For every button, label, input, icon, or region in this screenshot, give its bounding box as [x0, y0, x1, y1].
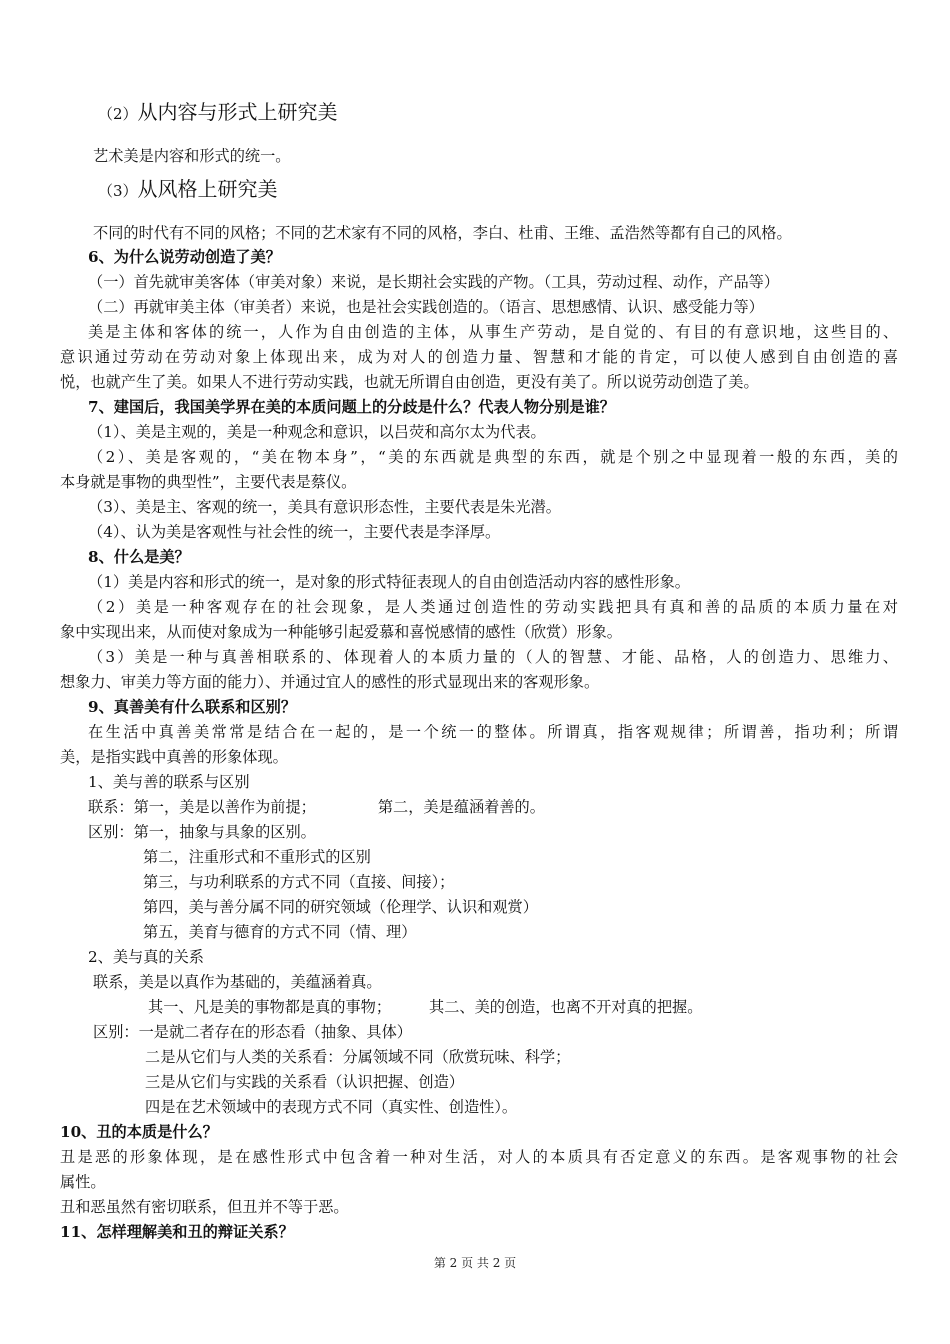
heading-text: 从内容与形式上研究美	[137, 100, 338, 124]
list-item: （2）美是一种客观存在的社会现象，是人类通过创造性的劳动实践把具有真和善的品质的本质力量在对	[88, 598, 898, 616]
paragraph-line: 美，是指实践中真善的形象体现。	[60, 748, 288, 766]
list-item-continuation: 象中实现出来，从而使对象成为一种能够引起爱慕和喜悦感情的感性（欣赏）形象。	[60, 623, 622, 641]
question-title: 8、什么是美？	[88, 548, 190, 566]
question-title: 11、怎样理解美和丑的辩证关系？	[60, 1223, 294, 1241]
relation-part: 联系：第一，美是以善作为前提；	[88, 798, 316, 816]
paragraph-line: 意识通过劳动在劳动对象上体现出来，成为对人的创造力量、智慧和才能的肯定，可以使人感到自由创造的喜	[60, 348, 898, 366]
difference-line: 四是在艺术领域中的表现方式不同（真实性、创造性）。	[145, 1098, 518, 1116]
heading-text: 从风格上研究美	[137, 177, 278, 201]
subsection-title: 2、美与真的关系	[88, 948, 204, 966]
relation-part: 其二、美的创造，也离不开对真的把握。	[429, 998, 703, 1016]
paragraph-line: 属性。	[60, 1173, 106, 1191]
list-item: （一）首先就审美客体（审美对象）来说，是长期社会实践的产物。（工具，劳动过程、动作，产品等）	[88, 273, 780, 291]
difference-line: 区别：一是就二者存在的形态看（抽象、具体）	[93, 1023, 412, 1041]
relation-line	[148, 996, 898, 1018]
paragraph: 艺术美是内容和形式的统一。	[93, 147, 291, 165]
list-item: （3）美是一种与真善相联系的、体现着人的本质力量的（人的智慧、才能、品格，人的创造力、思维力、	[88, 648, 898, 666]
list-item: （1）、美是主观的，美是一种观念和意识，以吕荧和高尔太为代表。	[88, 423, 546, 441]
list-item: （二）再就审美主体（审美者）来说，也是社会实践创造的。（语言、思想感情、认识、感受能力等）	[88, 298, 764, 316]
paragraph-line: 美是主体和客体的统一，人作为自由创造的主体，从事生产劳动，是自觉的、有目的有意识地，这些目的、	[88, 323, 898, 341]
list-item-continuation: 想象力、审美力等方面的能力）、并通过宜人的感性的形式显现出来的客观形象。	[60, 673, 600, 691]
heading-number: （2）	[98, 105, 138, 123]
paragraph: 不同的时代有不同的风格；不同的艺术家有不同的风格，李白、杜甫、王维、孟浩然等都有自己的风格。	[93, 224, 792, 242]
question-title: 6、为什么说劳动创造了美？	[88, 248, 281, 266]
section-heading-content-form	[98, 98, 898, 128]
section-heading-style	[98, 175, 898, 205]
question-title: 10、丑的本质是什么？	[60, 1123, 218, 1141]
heading-number: （3）	[98, 182, 138, 200]
paragraph: 丑和恶虽然有密切联系，但丑并不等于恶。	[60, 1198, 349, 1216]
list-item-continuation: 本身就是事物的典型性”，主要代表是蔡仪。	[60, 473, 357, 491]
relation-part: 其一、凡是美的事物都是真的事物；	[148, 998, 391, 1016]
page-footer: 第 2 页 共 2 页	[433, 1256, 517, 1270]
paragraph-line: 丑是恶的形象体现，是在感性形式中包含着一种对生活，对人的本质具有否定意义的东西。是客观事物的社会	[60, 1148, 898, 1166]
list-item: （2）、美是客观的，“美在物本身”，“美的东西就是典型的东西，就是个别之中显现着一般的东西，美的	[88, 448, 898, 466]
difference-line: 三是从它们与实践的关系看（认识把握、创造）	[145, 1073, 464, 1091]
difference-line: 二是从它们与人类的关系看：分属领域不同（欣赏玩味、科学；	[145, 1048, 571, 1066]
subsection-title: 1、美与善的联系与区别	[88, 773, 250, 791]
difference-line: 第二，注重形式和不重形式的区别	[143, 848, 371, 866]
question-title: 9、真善美有什么联系和区别？	[88, 698, 297, 716]
difference-line: 第四，美与善分属不同的研究领域（伦理学、认识和观赏）	[143, 898, 538, 916]
relation-line: 联系，美是以真作为基础的，美蕴涵着真。	[93, 973, 382, 991]
list-item: （3）、美是主、客观的统一，美具有意识形态性，主要代表是朱光潜。	[88, 498, 561, 516]
paragraph-line: 在生活中真善美常常是结合在一起的，是一个统一的整体。所谓真，指客观规律；所谓善，指功利；所谓	[88, 723, 898, 741]
relation-line	[88, 796, 898, 818]
paragraph-line: 悦，也就产生了美。如果人不进行劳动实践，也就无所谓自由创造，更没有美了。所以说劳动创造了美。	[60, 373, 759, 391]
difference-line: 区别：第一，抽象与具象的区别。	[88, 823, 316, 841]
question-title: 7、建国后，我国美学界在美的本质问题上的分歧是什么？代表人物分别是谁？	[88, 398, 615, 416]
difference-line: 第五，美育与德育的方式不同（情、理）	[143, 923, 417, 941]
relation-part: 第二，美是蕴涵着善的。	[377, 798, 545, 816]
list-item: （4）、认为美是客观性与社会性的统一，主要代表是李泽厚。	[88, 523, 501, 541]
list-item: （1）美是内容和形式的统一，是对象的形式特征表现人的自由创造活动内容的感性形象。	[88, 573, 690, 591]
difference-line: 第三，与功利联系的方式不同（直接、间接）；	[143, 873, 455, 891]
